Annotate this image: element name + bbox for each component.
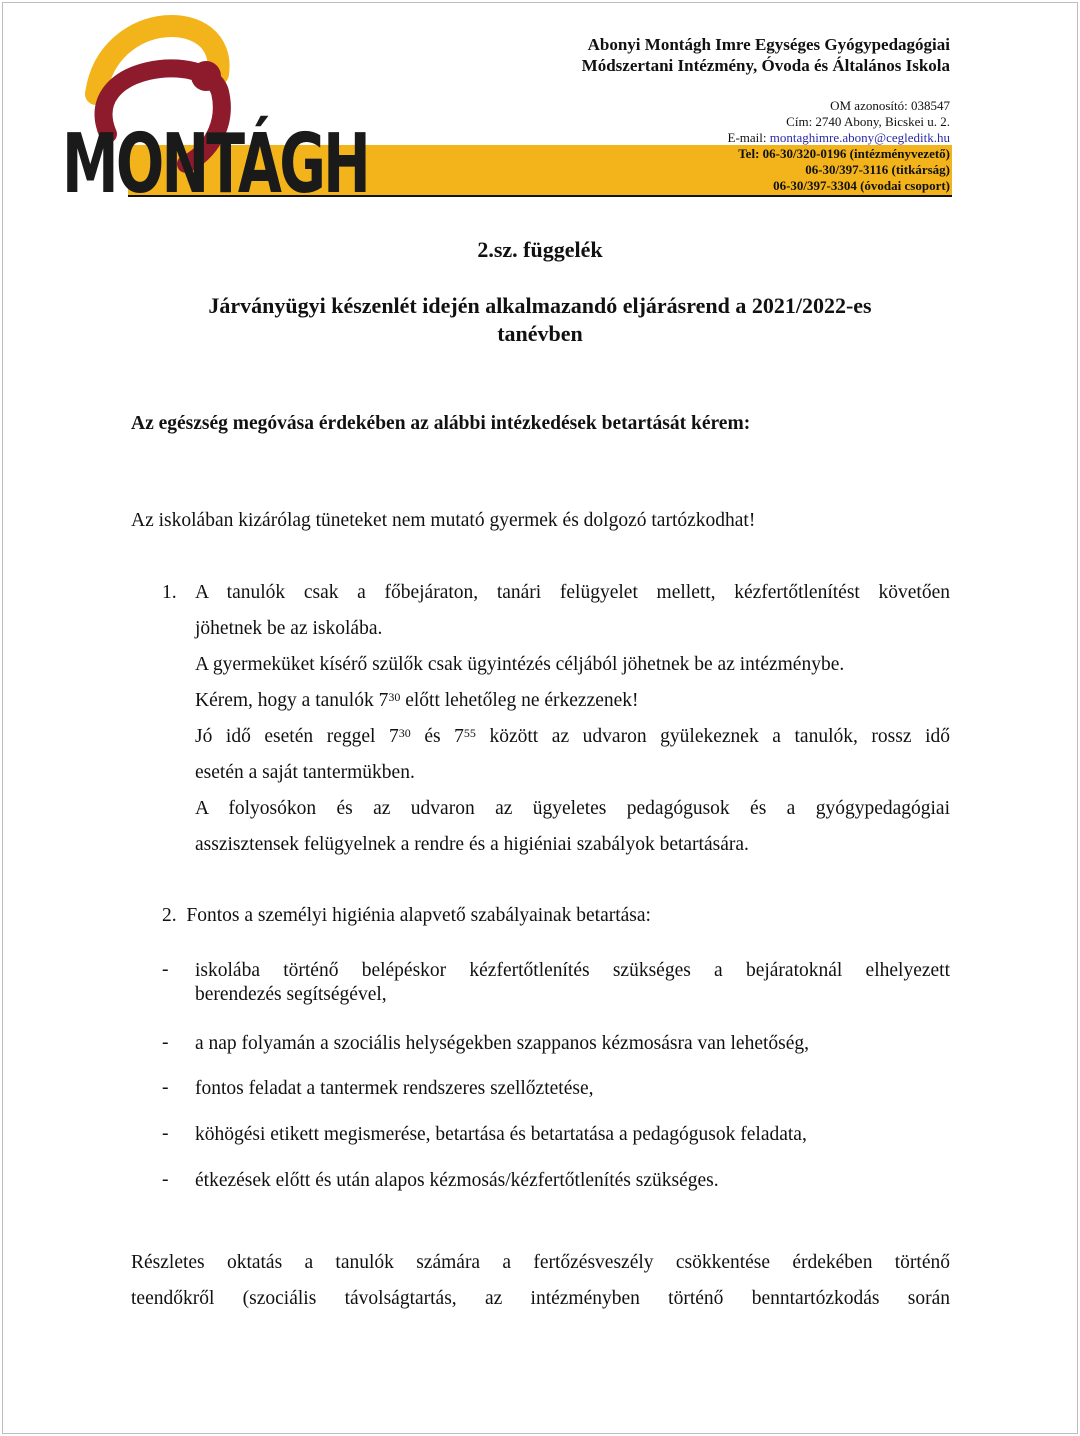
item-2	[162, 900, 952, 932]
list-item: köhögési etikett megismerése, betartása és betartatása a pedagógusok feladata,	[195, 1124, 807, 1145]
item-2-text: Fontos a személyi higiénia alapvető szabályainak betartása:	[186, 905, 651, 926]
item-1-line-7: A folyosókon és az udvaron az ügyeletes pedagógusok és a gyógypedagógiai	[195, 798, 950, 819]
lead-sentence: Az egészség megóvása érdekében az alábbi intézkedések betartását kérem:	[131, 413, 751, 434]
item-1-line-1: A tanulók csak a főbejáraton, tanári felügyelet mellett, kézfertőtlenítést követően	[195, 582, 950, 603]
tel-secretary: 06-30/397-3116 (titkárság)	[805, 162, 950, 177]
appendix-title: 2.sz. függelék	[477, 237, 603, 262]
bullet-dash: -	[162, 1077, 169, 1098]
item-1-number: 1.	[162, 582, 177, 603]
item-1-line-8: asszisztensek felügyelnek a rendre és a higiéniai szabályok betartására.	[195, 834, 749, 855]
contact-block	[430, 98, 950, 194]
closing-paragraph	[131, 1245, 950, 1317]
intro-sentence: Az iskolában kizárólag tüneteket nem mutató gyermek és dolgozó tartózkodhat!	[131, 510, 756, 531]
item-1-line-5-a: Jó idő esetén reggel 7	[195, 726, 399, 747]
item-1-line-4	[195, 683, 950, 719]
om-id: OM azonosító: 038547	[830, 98, 950, 113]
institution-line-2: Módszertani Intézmény, Óvoda és Általános Iskola	[581, 56, 950, 75]
bullet-dash: -	[162, 1032, 169, 1053]
email-link[interactable]: montaghimre.abony@cegleditk.hu	[769, 130, 950, 145]
item-1-line-4-a: Kérem, hogy a tanulók 7	[195, 690, 389, 711]
institution-name	[430, 34, 950, 76]
address: Cím: 2740 Abony, Bicskei u. 2.	[786, 114, 950, 129]
tel-kindergarten: 06-30/397-3304 (óvodai csoport)	[773, 178, 950, 193]
list-item	[195, 959, 950, 1007]
main-title-line-2: tanévben	[497, 321, 583, 346]
item-1-line-4-b: előtt lehetőleg ne érkezzenek!	[400, 690, 639, 711]
item-1-line-5-b: és 7	[410, 726, 464, 747]
time-superscript: 30	[398, 726, 411, 740]
institution-line-1: Abonyi Montágh Imre Egységes Gyógypedagógiai	[587, 35, 950, 54]
time-superscript: 30	[388, 690, 401, 704]
item-1-line-5	[195, 719, 950, 755]
bullet-dash: -	[162, 1123, 169, 1144]
main-title-line-1: Járványügyi készenlét idején alkalmazandó eljárásrend a 2021/2022-es	[208, 293, 872, 318]
closing-line-1: Részletes oktatás a tanulók számára a fertőzésveszély csökkentése érdekében történő	[131, 1252, 950, 1273]
tel-director: Tel: 06-30/320-0196 (intézményvezető)	[738, 146, 950, 161]
bullet-1-line-2: berendezés segítségével,	[195, 984, 387, 1005]
main-title	[130, 292, 950, 348]
email-row	[430, 130, 950, 146]
list-item: fontos feladat a tantermek rendszeres szellőztetése,	[195, 1078, 594, 1099]
bullet-1-line-1: iskolába történő belépéskor kézfertőtlenítés szükséges a bejáratoknál elhelyezett	[195, 960, 950, 981]
item-1-line-6: esetén a saját tantermükben.	[195, 762, 415, 783]
item-1-text	[195, 575, 950, 863]
time-superscript: 55	[463, 726, 476, 740]
montagh-logo	[58, 14, 503, 212]
list-item: étkezések előtt és után alapos kézmosás/kézfertőtlenítés szükséges.	[195, 1170, 719, 1191]
bullet-dash: -	[162, 1169, 169, 1190]
logo-wordmark: MONTÁGH	[62, 117, 503, 212]
item-1-line-5-c: között az udvaron gyülekeznek a tanulók, rossz idő	[475, 726, 950, 747]
item-1-line-2: jöhetnek be az iskolába.	[195, 618, 383, 639]
closing-line-2: teendőkről (szociális távolságtartás, az intézményben történő benntartózkodás során	[131, 1288, 950, 1309]
item-1-line-3: A gyermeküket kísérő szülők csak ügyintézés céljából jöhetnek be az intézménybe.	[195, 654, 845, 675]
list-item: a nap folyamán a szociális helységekben szappanos kézmosásra van lehetőség,	[195, 1033, 810, 1054]
item-2-number: 2.	[162, 905, 177, 926]
bullet-dash: -	[162, 959, 169, 980]
email-label: E-mail:	[727, 130, 770, 145]
